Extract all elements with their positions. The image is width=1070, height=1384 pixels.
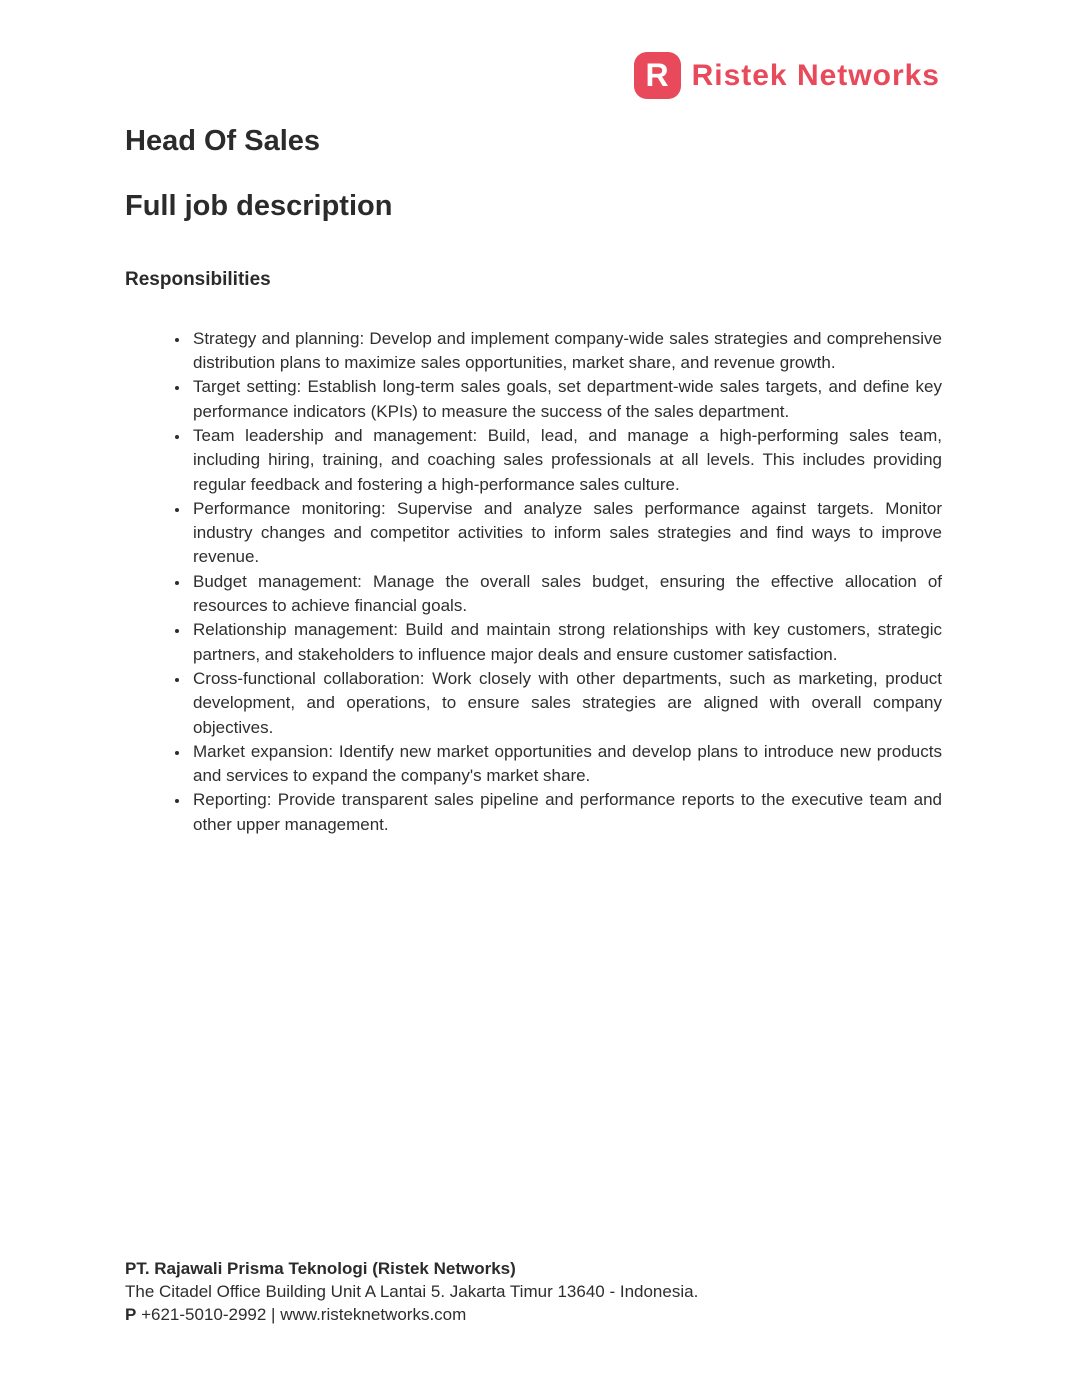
job-description-content: [125, 126, 942, 837]
page-title: Head Of Sales: [125, 125, 321, 157]
list-item: • Relationship management: Build and maintain strong relationships with key customers, strategic partners, and stakeholders to influence major deals and ensure customer satisfaction.: [190, 618, 942, 667]
footer-company-name: PT. Rajawali Prisma Teknologi (Ristek Networks): [125, 1259, 516, 1278]
logo-wordmark: Ristek Networks: [691, 58, 940, 92]
responsibilities-heading: Responsibilities: [125, 268, 271, 290]
company-logo: [634, 52, 940, 99]
footer-address: The Citadel Office Building Unit A Lantai 5. Jakarta Timur 13640 - Indonesia.: [125, 1282, 699, 1301]
logo-r-icon: [634, 52, 681, 99]
footer: [125, 1257, 942, 1326]
responsibilities-list: [125, 327, 942, 837]
logo-letter: R: [645, 56, 669, 93]
page-subtitle: Full job description: [125, 189, 393, 222]
list-item: • Cross-functional collaboration: Work closely with other departments, such as marketing, product development, and operations, to ensure sales strategies are aligned with overall company objectives.: [190, 667, 942, 740]
footer-contact-line: [125, 1303, 942, 1326]
list-item: • Budget management: Manage the overall sales budget, ensuring the effective allocation of resources to achieve financial goals.: [190, 570, 942, 619]
list-item: • Performance monitoring: Supervise and analyze sales performance against targets. Monitor industry changes and competitor activities to inform sales strategies and find ways to improve revenue.: [190, 497, 942, 570]
phone-and-website: +621-5010-2992 | www.risteknetworks.com: [141, 1305, 467, 1324]
list-item: • Market expansion: Identify new market opportunities and develop plans to introduce new products and services to expand the company's market share.: [190, 740, 942, 789]
list-item: • Target setting: Establish long-term sales goals, set department-wide sales targets, and define key performance indicators (KPIs) to measure the success of the sales department.: [190, 375, 942, 424]
list-item: • Team leadership and management: Build, lead, and manage a high-performing sales team, including hiring, training, and coaching sales professionals at all levels. This includes providing regular feedback and fostering a high-performance sales culture.: [190, 424, 942, 497]
list-item: • Strategy and planning: Develop and implement company-wide sales strategies and comprehensive distribution plans to maximize sales opportunities, market share, and revenue growth.: [190, 327, 942, 376]
list-item: • Reporting: Provide transparent sales pipeline and performance reports to the executive team and other upper management.: [190, 788, 942, 837]
phone-label: P: [125, 1305, 137, 1324]
